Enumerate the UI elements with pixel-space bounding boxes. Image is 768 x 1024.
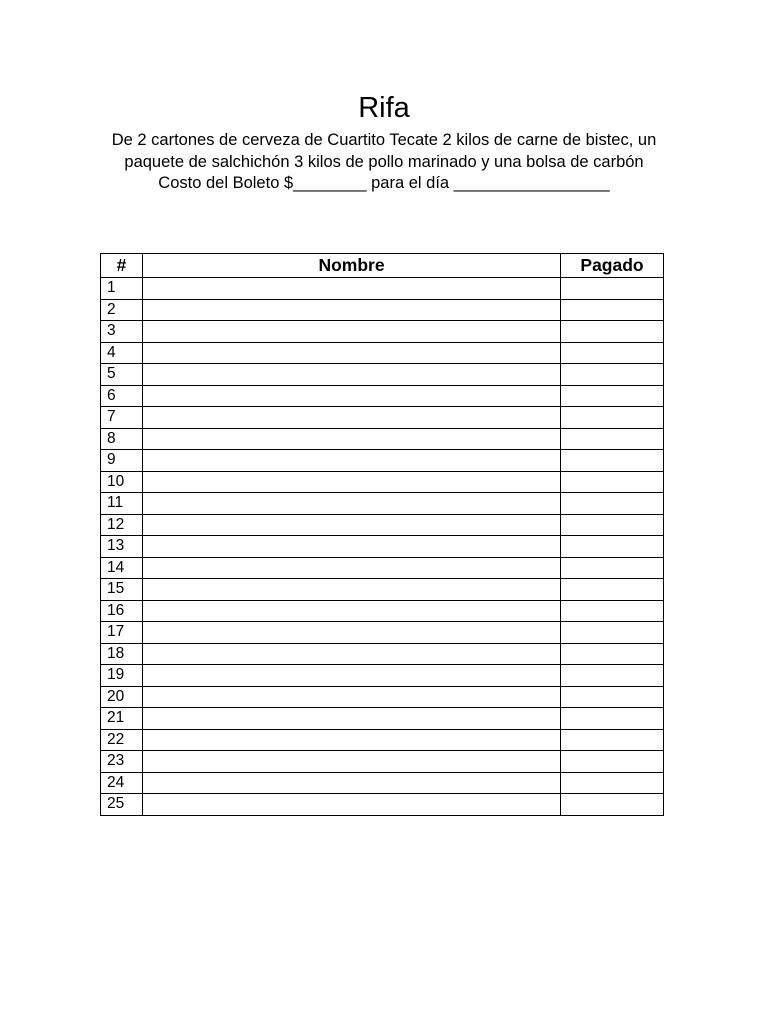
name-cell [143, 493, 561, 515]
table-row [101, 428, 664, 450]
table-row [101, 665, 664, 687]
row-number: 3 [101, 321, 143, 343]
column-header-number: # [101, 254, 143, 278]
row-number: 2 [101, 299, 143, 321]
paid-cell [561, 772, 664, 794]
raffle-table [100, 253, 664, 816]
table-row [101, 772, 664, 794]
row-number: 12 [101, 514, 143, 536]
name-cell [143, 299, 561, 321]
name-cell [143, 665, 561, 687]
name-cell [143, 794, 561, 816]
name-cell [143, 450, 561, 472]
paid-cell [561, 450, 664, 472]
row-number: 22 [101, 729, 143, 751]
row-number: 10 [101, 471, 143, 493]
name-cell [143, 708, 561, 730]
table-row [101, 299, 664, 321]
paid-cell [561, 557, 664, 579]
paid-cell [561, 600, 664, 622]
name-cell [143, 751, 561, 773]
row-number: 20 [101, 686, 143, 708]
row-number: 14 [101, 557, 143, 579]
paid-cell [561, 729, 664, 751]
table-row [101, 364, 664, 386]
name-cell [143, 471, 561, 493]
table-row [101, 794, 664, 816]
paid-cell [561, 536, 664, 558]
name-cell [143, 385, 561, 407]
name-cell [143, 622, 561, 644]
table-row [101, 342, 664, 364]
table-row [101, 321, 664, 343]
paid-cell [561, 493, 664, 515]
row-number: 5 [101, 364, 143, 386]
table-header-row [101, 254, 664, 278]
row-number: 15 [101, 579, 143, 601]
row-number: 23 [101, 751, 143, 773]
row-number: 25 [101, 794, 143, 816]
row-number: 8 [101, 428, 143, 450]
name-cell [143, 643, 561, 665]
row-number: 13 [101, 536, 143, 558]
table-row [101, 600, 664, 622]
name-cell [143, 364, 561, 386]
table-row [101, 471, 664, 493]
table-row [101, 407, 664, 429]
name-cell [143, 407, 561, 429]
name-cell [143, 579, 561, 601]
table-row [101, 708, 664, 730]
table-row [101, 686, 664, 708]
row-number: 19 [101, 665, 143, 687]
paid-cell [561, 686, 664, 708]
paid-cell [561, 622, 664, 644]
name-cell [143, 557, 561, 579]
table-row [101, 278, 664, 300]
table-row [101, 493, 664, 515]
column-header-name: Nombre [143, 254, 561, 278]
paid-cell [561, 643, 664, 665]
column-header-paid: Pagado [561, 254, 664, 278]
name-cell [143, 278, 561, 300]
name-cell [143, 686, 561, 708]
paid-cell [561, 428, 664, 450]
row-number: 4 [101, 342, 143, 364]
name-cell [143, 342, 561, 364]
row-number: 11 [101, 493, 143, 515]
prize-description: De 2 cartones de cerveza de Cuartito Tecate 2 kilos de carne de bistec, un paquete de salchichón 3 kilos de pollo marinado y una bolsa de carbón [111, 131, 657, 171]
table-row [101, 557, 664, 579]
paid-cell [561, 708, 664, 730]
row-number: 21 [101, 708, 143, 730]
table-row [101, 751, 664, 773]
paid-cell [561, 299, 664, 321]
paid-cell [561, 751, 664, 773]
paid-cell [561, 278, 664, 300]
paid-cell [561, 514, 664, 536]
paid-cell [561, 471, 664, 493]
table-row [101, 385, 664, 407]
paid-cell [561, 321, 664, 343]
name-cell [143, 772, 561, 794]
page-title: Rifa [358, 92, 410, 124]
name-cell [143, 600, 561, 622]
row-number: 7 [101, 407, 143, 429]
table-row [101, 579, 664, 601]
paid-cell [561, 794, 664, 816]
document-header [90, 86, 678, 195]
row-number: 9 [101, 450, 143, 472]
table-row [101, 643, 664, 665]
table-row [101, 622, 664, 644]
ticket-cost-line: Costo del Boleto $________ para el día _________________ [158, 174, 610, 192]
table-row [101, 536, 664, 558]
paid-cell [561, 364, 664, 386]
row-number: 16 [101, 600, 143, 622]
name-cell [143, 536, 561, 558]
table-row [101, 729, 664, 751]
table-row [101, 514, 664, 536]
name-cell [143, 321, 561, 343]
name-cell [143, 514, 561, 536]
paid-cell [561, 342, 664, 364]
row-number: 1 [101, 278, 143, 300]
row-number: 18 [101, 643, 143, 665]
name-cell [143, 729, 561, 751]
paid-cell [561, 665, 664, 687]
row-number: 6 [101, 385, 143, 407]
name-cell [143, 428, 561, 450]
row-number: 17 [101, 622, 143, 644]
paid-cell [561, 407, 664, 429]
paid-cell [561, 385, 664, 407]
row-number: 24 [101, 772, 143, 794]
paid-cell [561, 579, 664, 601]
table-row [101, 450, 664, 472]
